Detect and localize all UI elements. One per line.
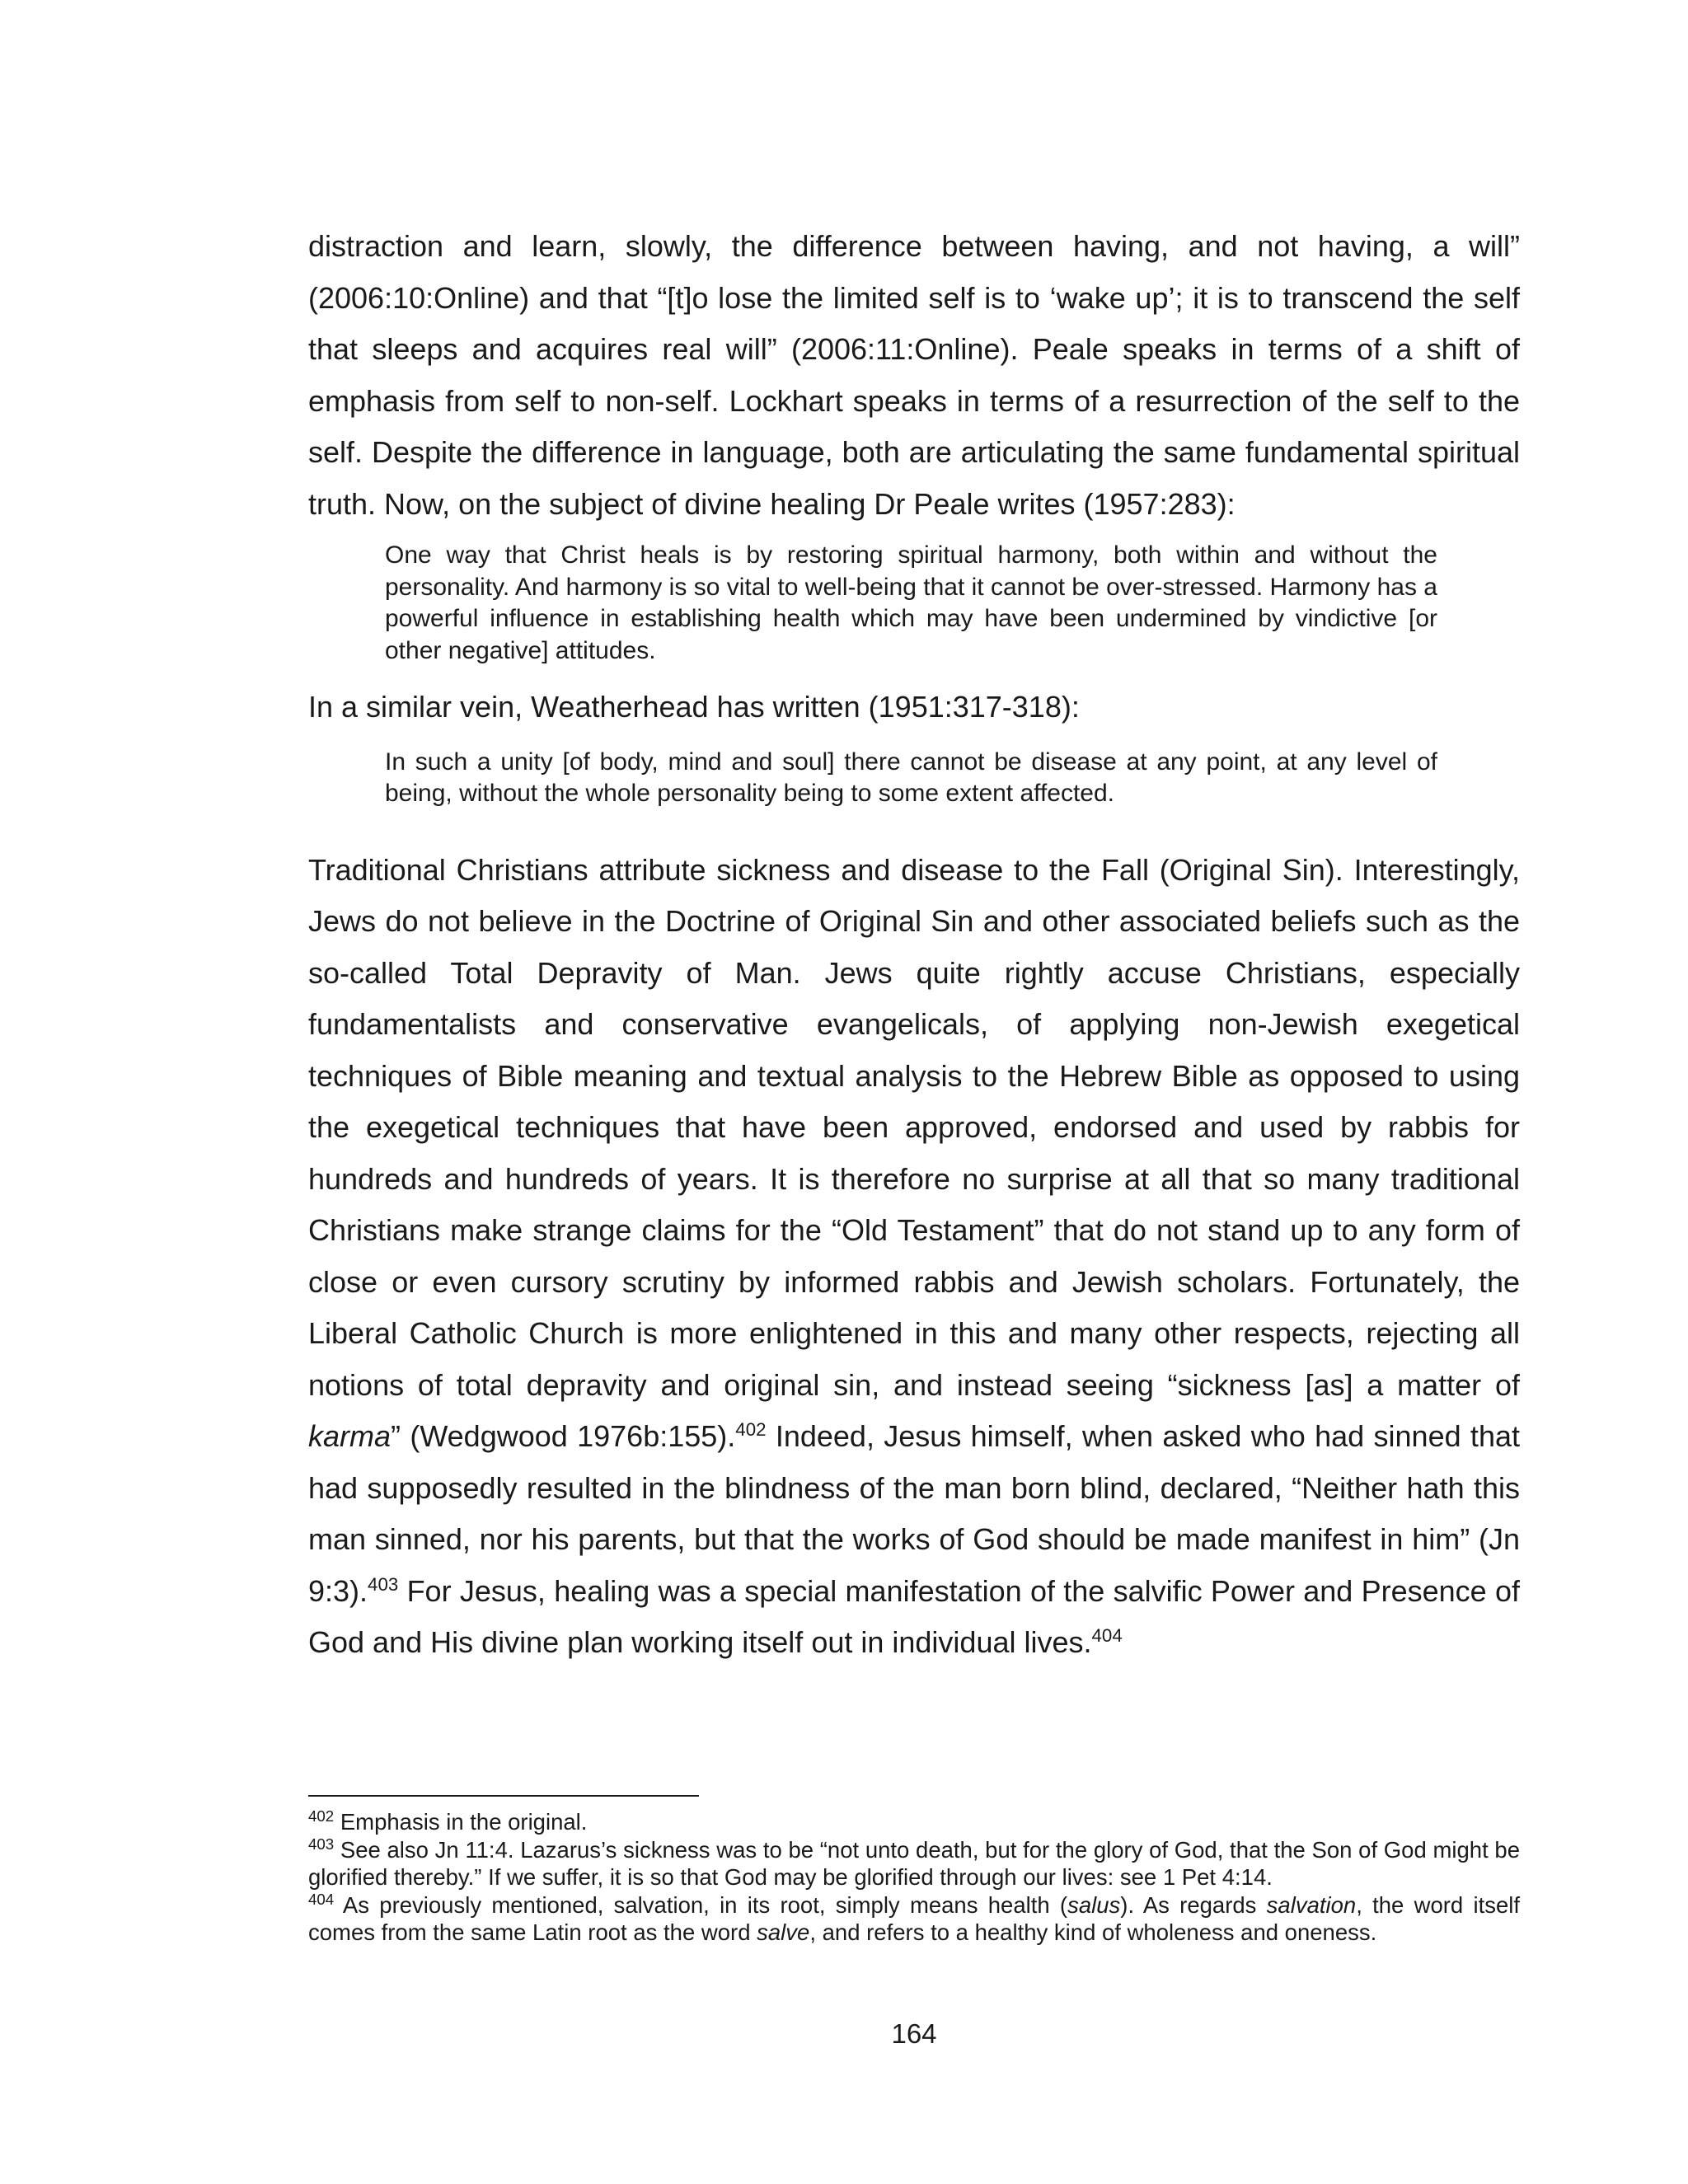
footnote-404-text-a: As previously mentioned, salvation, in its root, simply means health ( [334, 1891, 1068, 1918]
paragraph-1: distraction and learn, slowly, the difference between having, and not having, a will” (2006:10:Online) and that “[t]o lose the limited self is to ‘wake up’; it is to transcend the self that sleeps and acquires real will” (2006:11:Online). Peale speaks in terms of a shift of emphasis from self to non-self. Lockhart speaks in terms of a resurrection of the self to the self. Despite the difference in language, both are articulating the same fundamental spiritual truth. Now, on the subject of divine healing Dr Peale writes (1957:283): [308, 229, 1520, 521]
paragraph-3-text-d: For Jesus, healing was a special manifestation of the salvific Power and Presence of God and His divine plan working itself out in individual lives. [308, 1573, 1520, 1659]
footnote-separator [308, 1795, 699, 1797]
block-quote-peale: One way that Christ heals is by restoring spiritual harmony, both within and without the personality. And harmony is so vital to well-being that it cannot be over-stressed. Harmony has a powerful influence in establishing health which may have been undermined by vindictive [or other negative] attitudes. [385, 541, 1437, 664]
paragraph-2: In a similar vein, Weatherhead has written (1951:317-318): [308, 690, 1080, 724]
salve-italic: salve [757, 1919, 810, 1945]
footnote-ref-402[interactable]: 402 [735, 1419, 767, 1440]
salvation-italic: salvation [1266, 1891, 1357, 1918]
paragraph-3 [308, 845, 1520, 1669]
paragraph-3-text-b: ” (Wedgwood 1976b:155). [391, 1419, 736, 1453]
footnote-number-402: 402 [308, 1807, 335, 1825]
footnote-number-403: 403 [308, 1835, 335, 1853]
footnote-404-text-c: , the word itself comes from the same Latin root as the word [308, 1891, 1520, 1945]
page-number: 164 [891, 2018, 937, 2049]
paragraph-3-text-c: Indeed, Jesus himself, when asked who had sinned that had supposedly resulted in the blindness of the man born blind, declared, “Neither hath this man sinned, nor his parents, but that the works of God should be made manifest in him” (Jn 9:3). [308, 1419, 1520, 1608]
page-body [308, 221, 1520, 1669]
salus-italic: salus [1067, 1891, 1121, 1918]
footnotes [308, 1808, 1520, 1947]
footnote-403-text: See also Jn 11:4. Lazarus’s sickness was to be “not unto death, but for the glory of God, that the Son of God might be glorified thereby.” If we suffer, it is so that God may be glorified through our lives: see 1 Pet 4:14. [308, 1836, 1520, 1890]
footnote-404-text-d: , and refers to a healthy kind of wholeness and oneness. [809, 1919, 1377, 1945]
footnote-404-text-b: ). As regards [1120, 1891, 1267, 1918]
footnote-ref-403[interactable]: 403 [368, 1573, 399, 1595]
footnote-402 [308, 1808, 1520, 1836]
footnote-ref-404[interactable]: 404 [1091, 1625, 1123, 1646]
footnote-number-404: 404 [308, 1890, 335, 1908]
paragraph-3-text-a: Traditional Christians attribute sickness and disease to the Fall (Original Sin). Interestingly, Jews do not believe in the Doctrine of Original Sin and other associated beliefs such as the so-called Total Depravity of Man. Jews quite rightly accuse Christians, especially fundamentalists and conservative evangelicals, of applying non-Jewish exegetical techniques of Bible meaning and textual analysis to the Hebrew Bible as opposed to using the exegetical techniques that have been approved, endorsed and used by rabbis for hundreds and hundreds of years. It is therefore no surprise at all that so many traditional Christians make strange claims for the “Old Testament” that do not stand up to any form of close or even cursory scrutiny by informed rabbis and Jewish scholars. Fortunately, the Liberal Catholic Church is more enlightened in this and many other respects, rejecting all notions of total depravity and original sin, and instead seeing “sickness [as] a matter of [308, 852, 1520, 1402]
karma-italic: karma [308, 1419, 392, 1453]
footnote-402-text: Emphasis in the original. [334, 1809, 588, 1835]
footnote-404 [308, 1891, 1520, 1947]
block-quote-weatherhead: In such a unity [of body, mind and soul] there cannot be disease at any point, at any level of being, without the whole personality being to some extent affected. [385, 748, 1437, 807]
footnote-403 [308, 1836, 1520, 1891]
